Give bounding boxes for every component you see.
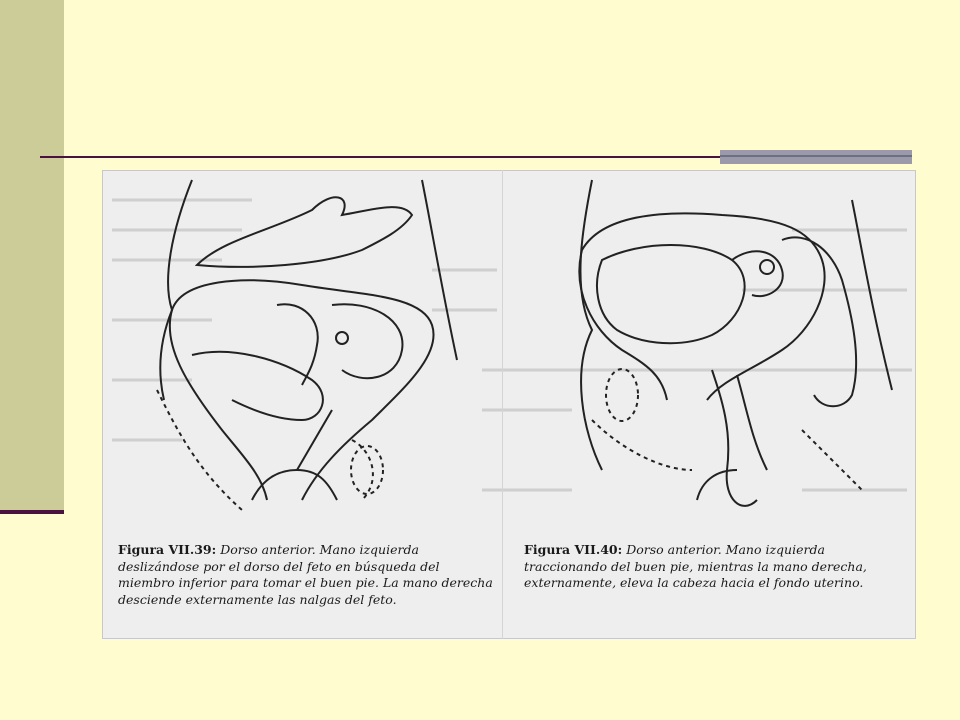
figure-39-text: Dorso anterior. Mano izquierda deslizándose por el dorso del feto en búsqueda del miembro inferior para tomar el buen pie. La mano derecha desciende externamente las nalgas del feto.: [118, 542, 493, 607]
figure-divider: [502, 170, 503, 639]
figure-40-label: Figura VII.40:: [524, 542, 623, 557]
scanned-figure: [102, 170, 916, 639]
figure-39-label: Figura VII.39:: [118, 542, 217, 557]
figure-40-text: Dorso anterior. Mano izquierda traccionando del buen pie, mientras la mano derecha, externamente, eleva la cabeza hacia el fondo uterino.: [524, 542, 867, 590]
left-decorative-bar: [0, 0, 64, 512]
rule-accent-bar: [720, 150, 912, 164]
caption-figure-40: [524, 542, 904, 592]
left-bar-underline: [0, 510, 64, 514]
caption-figure-39: [118, 542, 498, 608]
